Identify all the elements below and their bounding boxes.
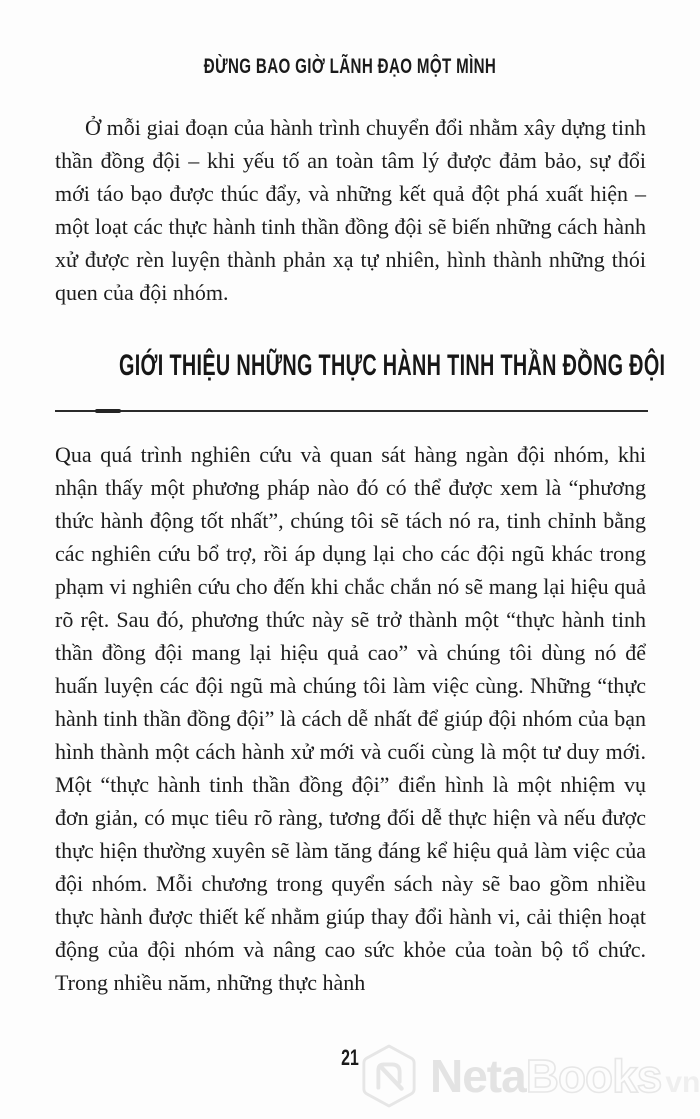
wordmark-neta: Neta	[430, 1050, 526, 1102]
scan-ink-artifact	[95, 409, 121, 413]
netabooks-hexagon-logo-icon	[360, 1043, 418, 1109]
netabooks-wordmark	[430, 1050, 700, 1102]
paragraph-main: Qua quá trình nghiên cứu và quan sát hàng ngàn đội nhóm, khi nhận thấy một phương pháp nào đó có thể được xem là “phương thức hành động tốt nhất”, chúng tôi sẽ tách nó ra, tinh chỉnh bằng các nghiên cứu bổ trợ, rồi áp dụng lại cho các đội ngũ khác trong phạm vi nghiên cứu cho đến khi chắc chắn nó sẽ mang lại hiệu quả rõ rệt. Sau đó, phương thức này sẽ trở thành một “thực hành tinh thần đồng đội mang lại hiệu quả cao” và chúng tôi dùng nó để huấn luyện các đội ngũ mà chúng tôi làm việc cùng. Những “thực hành tinh thần đồng đội” là cách dễ nhất để giúp đội nhóm của bạn hình thành một cách hành xử mới và cuối cùng là một tư duy mới. Một “thực hành tinh thần đồng đội” điển hình là một nhiệm vụ đơn giản, có mục tiêu rõ ràng, tương đối dễ thực hiện và nếu được thực hiện thường xuyên sẽ làm tăng đáng kể hiệu quả làm việc của đội nhóm. Mỗi chương trong quyển sách này sẽ bao gồm nhiều thực hành được thiết kế nhằm giúp thay đổi hành vi, cải thiện hoạt động của đội nhóm và nâng cao sức khỏe của toàn bộ tổ chức. Trong nhiều năm, những thực hành	[55, 442, 646, 995]
section-heading: GIỚI THIỆU NHỮNG THỰC HÀNH TINH THẦN ĐỒNG ĐỘI	[118, 349, 666, 382]
netabooks-watermark	[360, 1040, 700, 1112]
running-header: ĐỪNG BAO GIỜ LÃNH ĐẠO MỘT MÌNH	[203, 55, 497, 78]
page-number: 21	[341, 1045, 359, 1070]
heading-rule	[55, 410, 648, 412]
wordmark-vn: vn	[665, 1066, 700, 1099]
wordmark-books: Books	[525, 1050, 662, 1102]
paragraph-intro: Ở mỗi giai đoạn của hành trình chuyển đổi nhằm xây dựng tinh thần đồng đội – khi yếu tố an toàn tâm lý được đảm bảo, sự đổi mới táo bạo được thúc đẩy, và những kết quả đột phá xuất hiện – một loạt các thực hành tinh thần đồng đội sẽ biến những cách hành xử được rèn luyện thành phản xạ tự nhiên, hình thành những thói quen của đội nhóm.	[55, 115, 646, 305]
